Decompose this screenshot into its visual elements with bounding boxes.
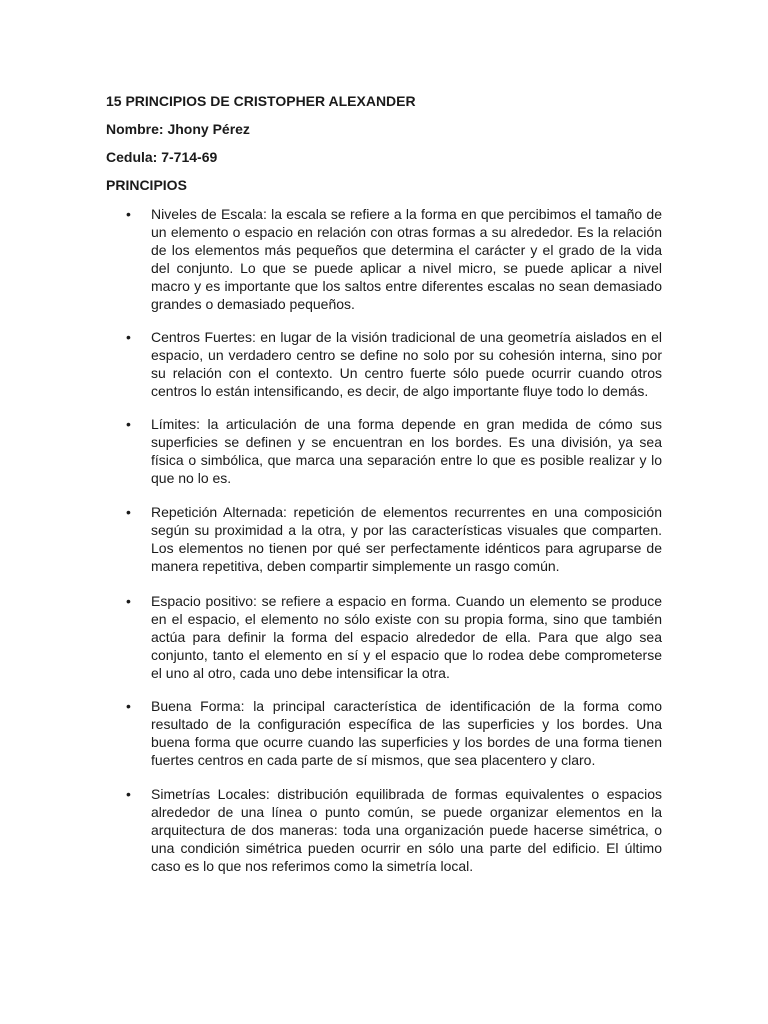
bullet-icon: •	[126, 416, 131, 432]
section-heading: PRINCIPIOS	[106, 177, 187, 193]
principle-text: Límites: la articulación de una forma depende en gran medida de cómo sus superficies se definen y se encuentran en los bordes. Es una división, ya sea física o simbólica, que marca una separación entre lo que es posible realizar y lo que no lo es.	[151, 416, 662, 486]
bullet-icon: •	[126, 329, 131, 345]
document-title: 15 PRINCIPIOS DE CRISTOPHER ALEXANDER	[106, 93, 416, 109]
bullet-icon: •	[126, 698, 131, 714]
bullet-icon: •	[126, 593, 131, 609]
principle-text: Niveles de Escala: la escala se refiere a la forma en que percibimos el tamaño de un elemento o espacio en relación con otras formas a su alrededor. Es la relación de los elementos más pequeños que determina el carácter y el grado de la vida del conjunto. Lo que se puede aplicar a nivel micro, se puede aplicar a nivel macro y es importante que los saltos entre diferentes escalas no sean demasiado grandes o demasiado pequeños.	[151, 206, 662, 312]
bullet-icon: •	[126, 786, 131, 802]
principle-text: Espacio positivo: se refiere a espacio en forma. Cuando un elemento se produce en el espacio, el elemento no sólo existe con su propia forma, sino que también actúa para definir la forma del espacio alrededor de ella. Para que algo sea conjunto, tanto el elemento en sí y el espacio que lo rodea debe comprometerse el uno al otro, cada uno debe intensificar la otra.	[151, 593, 662, 681]
bullet-icon: •	[126, 206, 131, 222]
principle-text: Repetición Alternada: repetición de elementos recurrentes en una composición según su proximidad a la otra, y por las características visuales que comparten. Los elementos no tienen por qué ser perfectamente idénticos para agruparse de manera repetitiva, deben compartir simplemente un rasgo común.	[151, 504, 662, 574]
author-id: Cedula: 7-714-69	[106, 149, 218, 165]
principle-text: Centros Fuertes: en lugar de la visión tradicional de una geometría aislados en el espacio, un verdadero centro se define no solo por su cohesión interna, sino por su relación con el contexto. Un centro fuerte sólo puede ocurrir cuando otros centros lo están intensificando, es decir, de algo importante fluye todo lo demás.	[151, 329, 662, 399]
principle-text: Simetrías Locales: distribución equilibrada de formas equivalentes o espacios alrededor de una línea o punto común, se puede organizar elementos en la arquitectura de dos maneras: toda una organización puede hacerse simétrica, o una condición simétrica pueden ocurrir en sólo una parte del edificio. El último caso es lo que nos referimos como la simetría local.	[151, 786, 662, 874]
author-name: Nombre: Jhony Pérez	[106, 121, 250, 137]
principle-text: Buena Forma: la principal característica de identificación de la forma como resultado de la configuración específica de las superficies y los bordes. Una buena forma que ocurre cuando las superficies y los bordes de una forma tienen fuertes centros en cada parte de sí mismos, que sea placentero y claro.	[151, 698, 662, 768]
bullet-icon: •	[126, 504, 131, 520]
